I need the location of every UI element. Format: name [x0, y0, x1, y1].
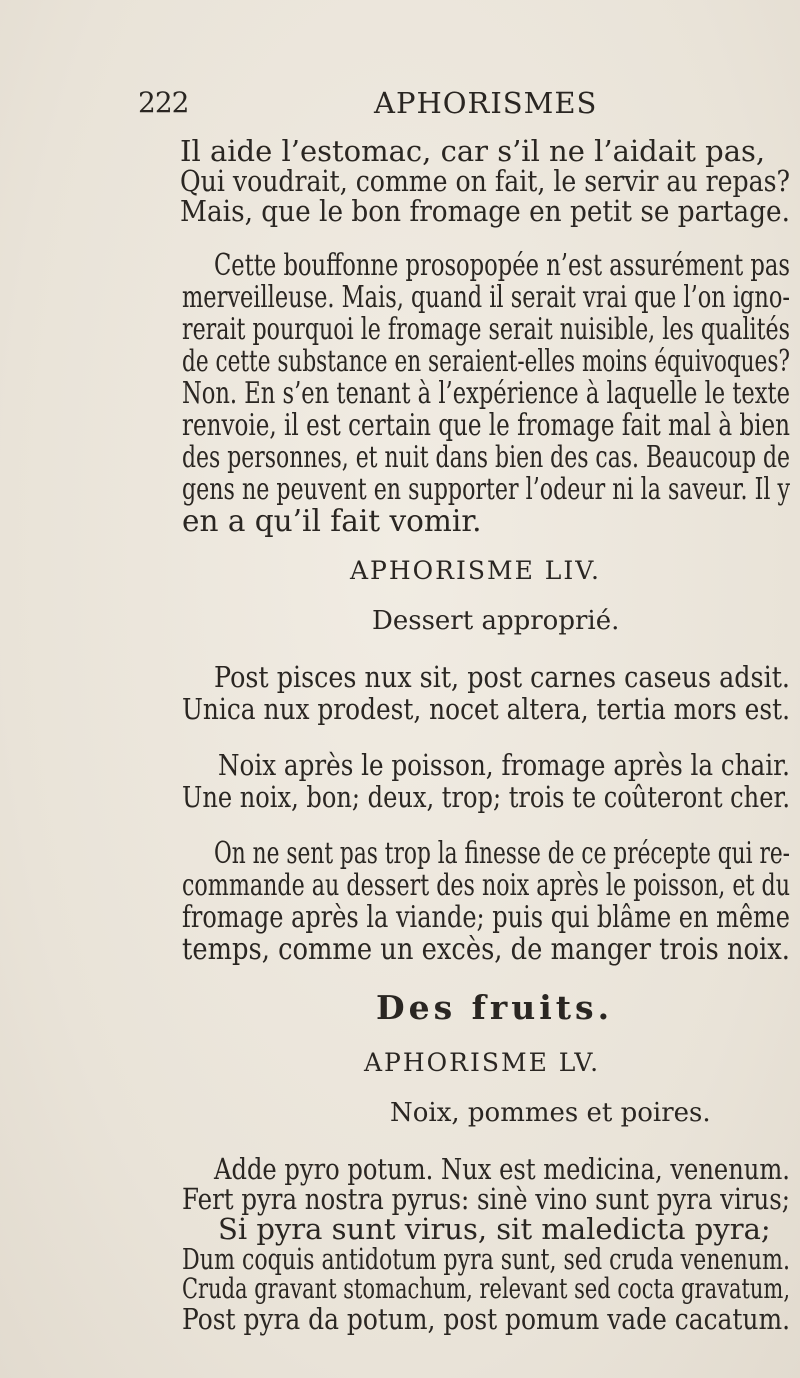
page-number: 222: [138, 86, 189, 119]
verse-line: Mais, que le bon fromage en petit se partage.: [180, 194, 790, 228]
latin-verse-line: Unica nux prodest, nocet altera, tertia mors est.: [182, 692, 790, 726]
french-verse-line: Noix après le poisson, fromage après la chair.: [218, 748, 790, 782]
commentary-line: gens ne peuvent en supporter l’odeur ni la saveur. Il y: [182, 472, 790, 506]
latin-verse-line: Si pyra sunt virus, sit maledicta pyra;: [218, 1212, 771, 1246]
section-title: Des fruits.: [376, 988, 614, 1027]
commentary-line: renvoie, il est certain que le fromage fait mal à bien: [182, 408, 790, 442]
aphorism-title: APHORISME LV.: [364, 1048, 601, 1077]
latin-verse-line: Post pisces nux sit, post carnes caseus adsit.: [214, 660, 790, 694]
latin-verse-line: Fert pyra nostra pyrus: sinè vino sunt pyra virus;: [182, 1182, 790, 1216]
verse-line: Qui voudrait, comme on fait, le servir au repas?: [180, 164, 790, 198]
commentary-line: Non. En s’en tenant à l’expérience à laquelle le texte: [182, 376, 790, 410]
aphorism-title: APHORISME LIV.: [350, 556, 601, 585]
page-header: [138, 86, 698, 126]
commentary-line: On ne sent pas trop la finesse de ce précepte qui re-: [214, 836, 790, 870]
commentary-line: des personnes, et nuit dans bien des cas. Beaucoup de: [182, 440, 790, 474]
commentary-line: fromage après la viande; puis qui blâme en même: [182, 900, 790, 934]
french-verse-line: Une noix, bon; deux, trop; trois te coûteront cher.: [182, 780, 790, 814]
commentary-line: en a qu’il fait vomir.: [182, 504, 482, 538]
latin-verse-line: Post pyra da potum, post pomum vade cacatum.: [182, 1302, 790, 1336]
latin-verse-line: Adde pyro potum. Nux est medicina, venenum.: [214, 1152, 790, 1186]
running-head: APHORISMES: [374, 86, 598, 120]
commentary-line: commande au dessert des noix après le poisson, et du: [182, 868, 790, 902]
aphorism-subtitle: Dessert approprié.: [372, 606, 620, 636]
latin-verse-line: Dum coquis antidotum pyra sunt, sed cruda venenum.: [182, 1242, 790, 1276]
commentary-line: merveilleuse. Mais, quand il serait vrai que l’on igno-: [182, 280, 790, 314]
commentary-line: temps, comme un excès, de manger trois noix.: [182, 932, 790, 966]
commentary-line: Cette bouffonne prosopopée n’est assurément pas: [214, 248, 790, 282]
latin-verse-line: Cruda gravant stomachum, relevant sed cocta gravatum,: [182, 1272, 790, 1305]
commentary-line: de cette substance en seraient-elles moins équivoques?: [182, 344, 790, 378]
verse-line: Il aide l’estomac, car s’il ne l’aidait pas,: [180, 134, 766, 168]
commentary-line: rerait pourquoi le fromage serait nuisible, les qualités: [182, 312, 790, 346]
aphorism-subtitle: Noix, pommes et poires.: [390, 1098, 711, 1128]
